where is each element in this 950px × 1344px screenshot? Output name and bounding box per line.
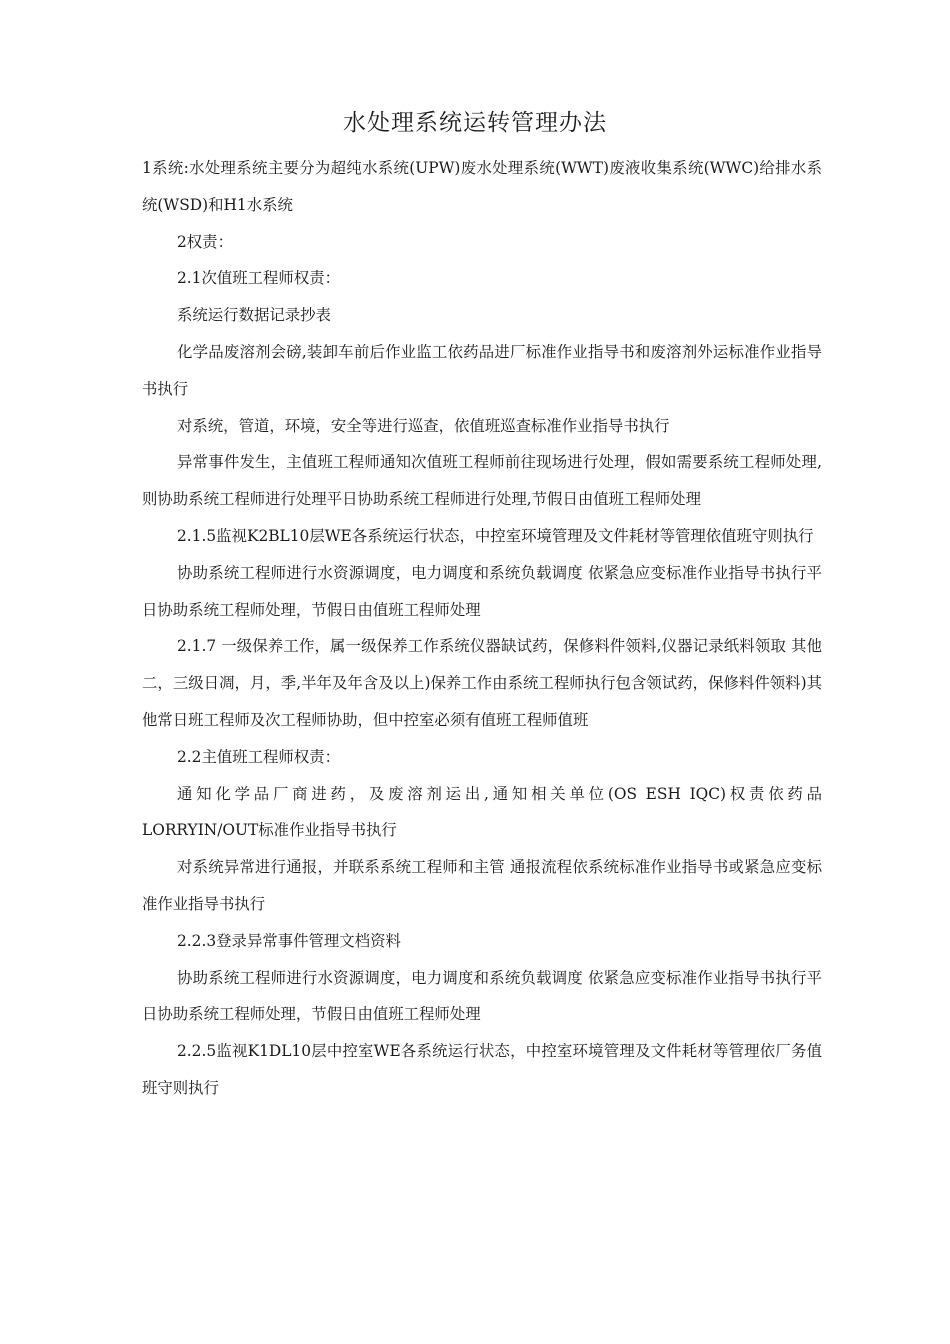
document-title: 水处理系统运转管理办法	[343, 110, 607, 136]
document-paragraph: 通知化学品厂商进药，及废溶剂运出,通知相关单位(OS ESH IQC)权责依药品LORRYIN/OUT标准作业指导书执行	[142, 784, 822, 840]
document-paragraph: 2.2.5监视K1DL10层中控室WE各系统运行状态，中控室环境管理及文件耗材等管理依厂务值班守则执行	[142, 1042, 822, 1097]
document-paragraph: 协助系统工程师进行水资源调度，电力调度和系统负载调度 依紧急应变标准作业指导书执行平日协助系统工程师处理，节假日由值班工程师处理	[142, 563, 822, 619]
document-paragraph: 1系统:水处理系统主要分为超纯水系统(UPW)废水处理系统(WWT)废液收集系统(WWC)给排水系统(WSD)和H1水系统	[142, 159, 822, 214]
document-paragraph: 对系统，管道，环境，安全等进行巡查，依值班巡查标准作业指导书执行	[177, 416, 670, 435]
document-paragraph: 2.1.5监视K2BL10层WE各系统运行状态，中控室环境管理及文件耗材等管理依值班守则执行	[177, 526, 814, 545]
document-paragraph: 2.2主值班工程师权责：	[177, 747, 340, 766]
document-paragraph: 化学品废溶剂会磅,装卸车前后作业监工依药品进厂标准作业指导书和废溶剂外运标准作业指导书执行	[142, 342, 822, 398]
document-paragraph: 异常事件发生，主值班工程师通知次值班工程师前往现场进行处理，假如需要系统工程师处理,则协助系统工程师进行处理平日协助系统工程师进行处理,节假日由值班工程师处理	[142, 453, 822, 509]
document-paragraph: 2.1.7 一级保养工作，属一级保养工作系统仪器缺试药，保修料件领料,仪器记录纸料领取 其他二，三级日凋，月，季,半年及年含及以上)保养工作由系统工程师执行包含领试药，保修料件领料)其他常日班工程师及次工程师协助，但中控室必须有值班工程师值班	[142, 637, 822, 729]
document-paragraph: 对系统异常进行通报，并联系系统工程师和主管 通报流程依系统标准作业指导书或紧急应变标准作业指导书执行	[142, 858, 822, 913]
document-paragraph: 2.1次值班工程师权责：	[177, 269, 340, 288]
document-paragraph: 2权责：	[177, 232, 233, 251]
document-paragraph: 系统运行数据记录抄表	[177, 306, 331, 325]
document-body	[142, 150, 822, 1107]
document-paragraph: 2.2.3登录异常事件管理文档资料	[177, 931, 401, 950]
document-paragraph: 协助系统工程师进行水资源调度，电力调度和系统负载调度 依紧急应变标准作业指导书执行平日协助系统工程师处理，节假日由值班工程师处理	[142, 968, 822, 1024]
